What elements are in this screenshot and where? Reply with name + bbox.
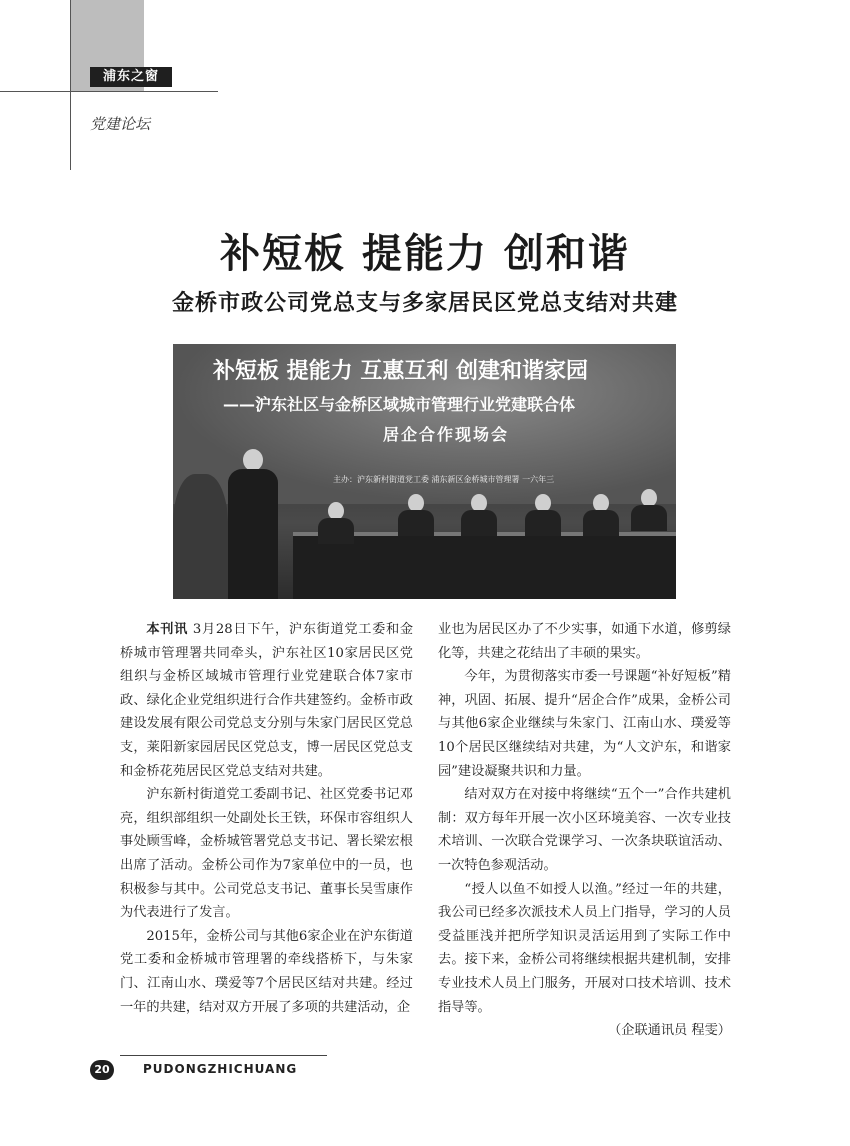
header-horizontal-rule: [0, 91, 218, 92]
photo-tree: [173, 474, 228, 599]
footer-rule: [120, 1055, 327, 1056]
lead-label: 本刊讯: [146, 622, 189, 637]
paragraph-1: [120, 618, 413, 783]
photo-person-5: [583, 494, 619, 536]
article-title: 补短板 提能力 创和谐: [220, 230, 630, 277]
photo-person-2: [398, 494, 434, 536]
paragraph-4: 今年，为贯彻落实市委一号课题“补好短板”精神，巩固、拓展、提升“居企合作”成果，金桥公司与其他6家企业继续与朱家门、江南山水、璞爱等10个居民区继续结对共建，为“人文沪东，和谐家园”建设凝聚共识和力量。: [438, 669, 731, 779]
page-number: 20: [90, 1060, 114, 1080]
banner-organizers: 主办：沪东新村街道党工委 浦东新区金桥城市管理署: [333, 475, 520, 484]
article-subtitle: 金桥市政公司党总支与多家居民区党总支结对共建: [171, 291, 678, 316]
paragraph-3: 2015年，金桥公司与其他6家企业在沪东街道党工委和金桥城市管理署的牵线搭桥下，与朱家门、江南山水、璞爱等7个居民区结对共建。经过一年的共建，结对双方开展了多项的共建活动，企: [120, 928, 413, 1015]
paragraph-6: [438, 878, 731, 1043]
banner-date: 一六年三: [522, 475, 555, 484]
photo-person-3: [461, 494, 497, 536]
body-column-left: [120, 618, 413, 1019]
photo-person-4: [525, 494, 561, 536]
footer-magazine-name: PUDONGZHICHUANG: [143, 1062, 298, 1076]
photo-table: [293, 536, 676, 599]
banner-line-3: 居企合作现场会: [383, 425, 510, 444]
photo-person-6: [631, 489, 667, 531]
banner-line-4: [333, 474, 554, 485]
photo-person-1: [318, 502, 354, 544]
header-vertical-rule: [70, 0, 71, 170]
paragraph-1-text: 3月28日下午，沪东街道党工委和金桥城市管理署共同牵头，沪东社区10家居民区党组织与金桥区域城市管理行业党建联合体7家市政、绿化企业党组织进行合作共建签约。金桥市政建设发展有限公司党总支分别与朱家门居民区党总支，莱阳新家园居民区党总支，博一居民区党总支和金桥花苑居民区党总支结对共建。: [120, 622, 414, 779]
photo-speaker: [228, 449, 278, 599]
event-photo: [173, 344, 676, 599]
paragraph-5: 结对双方在对接中将继续“五个一”合作共建机制：双方每年开展一次小区环境美容、一次专业技术培训、一次联合党课学习、一次条块联谊活动、一次特色参观活动。: [438, 787, 731, 873]
paragraph-3-continued: 业也为居民区办了不少实事，如通下水道，修剪绿化等，共建之花结出了丰硕的果实。: [438, 622, 731, 661]
paragraph-6-text: “授人以鱼不如授人以渔。”经过一年的共建，我公司已经多次派技术人员上门指导，学习的人员受益匪浅并把所学知识灵活运用到了实际工作中去。接下来，金桥公司将继续根据共建机制，安排专业技术人员上门服务，开展对口技术培训、技术指导等。: [438, 881, 731, 1015]
body-column-right: [438, 618, 731, 1043]
magazine-badge: 浦东之窗: [90, 67, 172, 87]
paragraph-2: 沪东新村街道党工委副书记、社区党委书记邓亮，组织部组织一处副处长王铁，环保市容组织人事处顾雪峰，金桥城管署党总支书记、署长梁宏根出席了活动。金桥公司作为7家单位中的一员，也积极参与其中。公司党总支书记、董事长吴雪康作为代表进行了发言。: [120, 787, 413, 921]
section-label: 党建论坛: [90, 115, 151, 133]
banner-line-1: 补短板 提能力 互惠互利 创建和谐家园: [213, 359, 588, 384]
author-signoff: （企联通讯员 程雯）: [608, 1023, 731, 1039]
banner-line-2: ——沪东社区与金桥区域城市管理行业党建联合体: [223, 395, 576, 414]
